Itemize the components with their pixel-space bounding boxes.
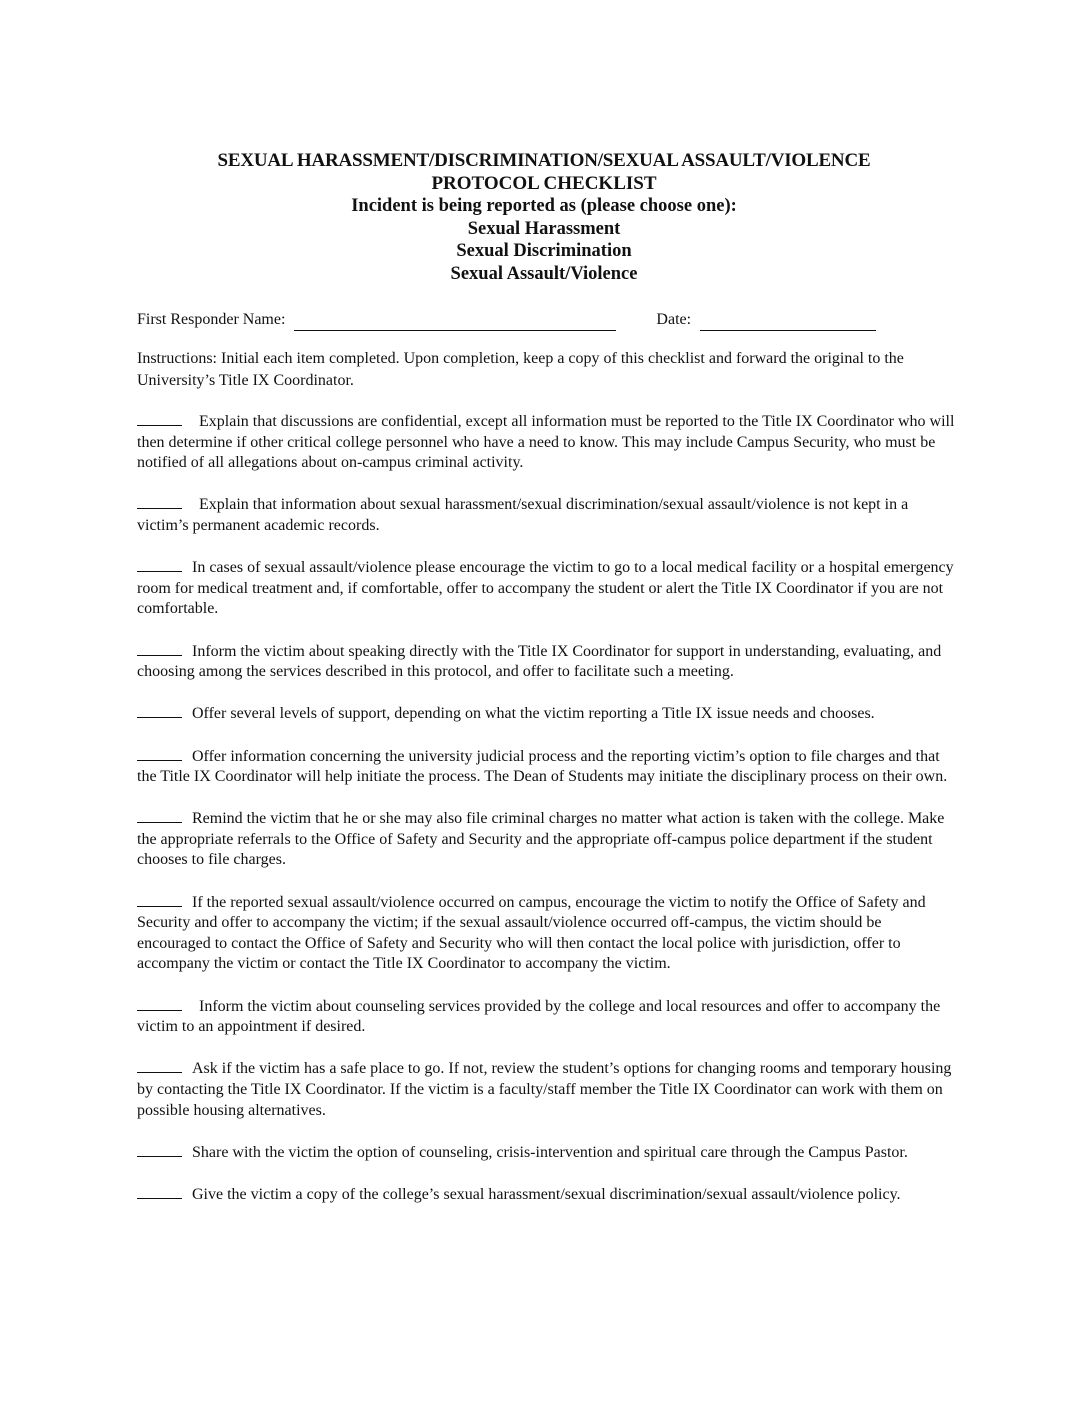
initial-blank[interactable] [137, 746, 182, 761]
checklist-item [137, 996, 959, 1038]
initial-blank[interactable] [137, 996, 182, 1011]
responder-name-field[interactable] [294, 312, 616, 331]
checklist-item [137, 703, 959, 725]
initial-blank[interactable] [137, 1142, 182, 1157]
checklist-item [137, 1142, 959, 1164]
checklist-items [137, 411, 959, 1226]
responder-name-label: First Responder Name: [137, 311, 286, 328]
responder-form-row [137, 309, 957, 331]
document-header [0, 150, 1088, 285]
option-sexual-assault-violence[interactable]: Sexual Assault/Violence [450, 263, 638, 284]
item-text: Explain that discussions are confidential, except all information must be reported to the Title IX Coordinator who will then determine if other critical college personnel who have a need to know. This may include Campus Security, who must be notified of all allegations about on-campus criminal activity. [137, 413, 955, 472]
checklist-item [137, 494, 959, 536]
initial-blank[interactable] [137, 494, 182, 509]
incident-prompt: Incident is being reported as (please choose one): [351, 196, 737, 216]
initial-blank[interactable] [137, 1184, 182, 1199]
instructions-text: Instructions: Initial each item completed. Upon completion, keep a copy of this checklist and forward the original to the University’s Title IX Coordinator. [137, 350, 904, 389]
checklist-item [137, 641, 959, 683]
date-label: Date: [656, 311, 692, 328]
initial-blank[interactable] [137, 641, 182, 656]
item-text: Offer several levels of support, depending on what the victim reporting a Title IX issue needs and chooses. [192, 705, 875, 723]
checklist-item [137, 1058, 959, 1121]
checklist-item [137, 892, 959, 975]
item-text: In cases of sexual assault/violence please encourage the victim to go to a local medical facility or a hospital emergency room for medical treatment and, if comfortable, offer to accompany the student or alert the Title IX Coordinator if you are not comfortable. [137, 559, 954, 618]
item-text: Give the victim a copy of the college’s sexual harassment/sexual discrimination/sexual assault/violence policy. [192, 1185, 901, 1203]
item-text: Offer information concerning the university judicial process and the reporting victim’s option to file charges and that the Title IX Coordinator will help initiate the process. The Dean of Students may initiate the disciplinary process on their own. [137, 747, 948, 786]
option-sexual-discrimination[interactable]: Sexual Discrimination [456, 241, 632, 261]
initial-blank[interactable] [137, 557, 182, 572]
item-text: If the reported sexual assault/violence occurred on campus, encourage the victim to notify the Office of Safety and Security and offer to accompany the victim; if the sexual assault/violence occurred off-campus, the victim should be encouraged to contact the Office of Safety and Security who will then contact the local police with jurisdiction, offer to accompany the victim or contact the Title IX Coordinator to accompany the victim. [137, 893, 926, 973]
date-field[interactable] [700, 312, 876, 331]
initial-blank[interactable] [137, 892, 182, 907]
checklist-item [137, 1184, 959, 1206]
item-text: Remind the victim that he or she may also file criminal charges no matter what action is taken with the college. Make the appropriate referrals to the Office of Safety and Security and the appropriate off-campus police department if the student chooses to file charges. [137, 810, 945, 869]
option-sexual-harassment[interactable]: Sexual Harassment [467, 218, 621, 239]
checklist-item [137, 411, 959, 474]
checklist-item [137, 746, 959, 788]
checklist-item [137, 557, 959, 620]
initial-blank[interactable] [137, 808, 182, 823]
initial-blank[interactable] [137, 703, 182, 718]
initial-blank[interactable] [137, 1058, 182, 1073]
item-text: Ask if the victim has a safe place to go. If not, review the student’s options for changing rooms and temporary housing by contacting the Title IX Coordinator. If the victim is a faculty/staff member the Title IX Coordinator can work with them on possible housing alternatives. [137, 1060, 952, 1119]
title-line-1: SEXUAL HARASSMENT/DISCRIMINATION/SEXUAL ASSAULT/VIOLENCE [217, 150, 871, 171]
item-text: Inform the victim about speaking directly with the Title IX Coordinator for support in understanding, evaluating, and choosing among the services described in this protocol, and offer to facilitate such a meeting. [137, 642, 942, 681]
item-text: Explain that information about sexual harassment/sexual discrimination/sexual assault/violence is not kept in a victim’s permanent academic records. [137, 496, 909, 534]
checklist-item [137, 808, 959, 871]
initial-blank[interactable] [137, 411, 182, 426]
title-line-2: PROTOCOL CHECKLIST [431, 172, 657, 194]
item-text: Inform the victim about counseling services provided by the college and local resources and offer to accompany the victim to an appointment if desired. [137, 997, 941, 1036]
item-text: Share with the victim the option of counseling, crisis-intervention and spiritual care through the Campus Pastor. [192, 1143, 908, 1161]
